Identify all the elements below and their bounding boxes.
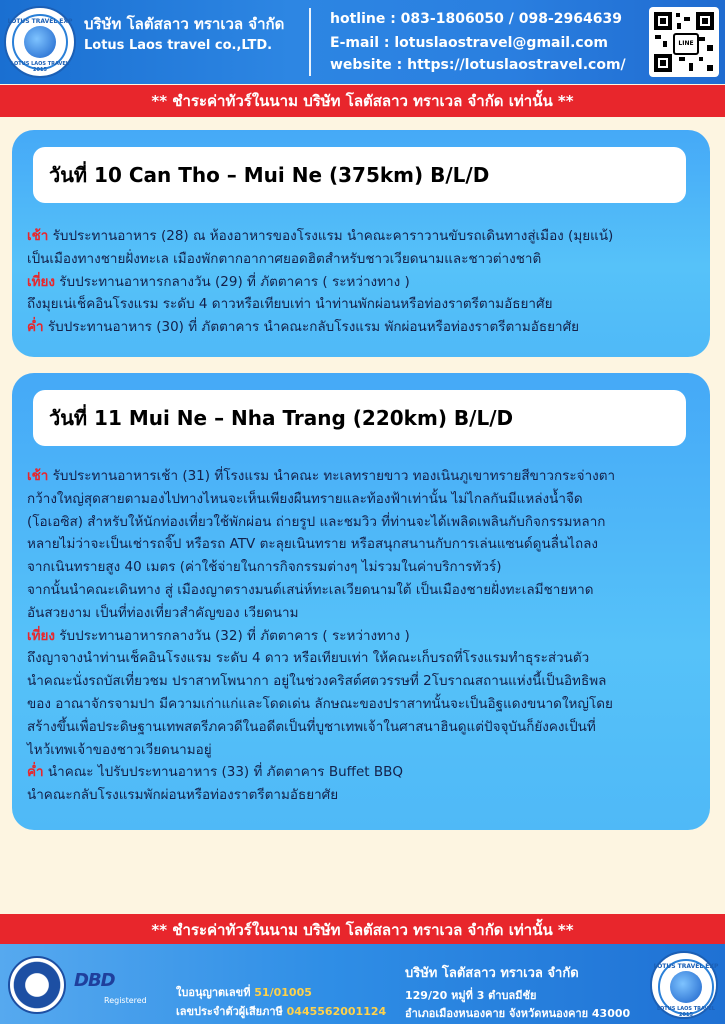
line-qr-code-icon[interactable] bbox=[649, 7, 719, 77]
company-logo bbox=[4, 6, 76, 78]
footer bbox=[0, 944, 725, 1024]
tat-license-logo bbox=[8, 956, 66, 1014]
day10-title: วันที่ 10 Can Tho – Mui Ne (375km) B/L/D bbox=[33, 147, 686, 203]
meal-time-label: เที่ยง bbox=[27, 273, 56, 290]
itinerary-text: นำคณะ ไปรับประทานอาหาร (33) ที่ ภัตตาคาร Buffet BBQ bbox=[43, 764, 404, 781]
website-link[interactable]: website : https://lotuslaostravel.com/ bbox=[330, 57, 626, 73]
itinerary-line bbox=[27, 625, 707, 648]
itinerary-line bbox=[27, 761, 707, 784]
itinerary-text: รับประทานอาหารเช้า (31) ที่โรงแรม นำคณะ ทะเลทรายขาว ทองเนินภูเขาทรายสีขาวกระจ่างตา bbox=[48, 468, 616, 484]
itinerary-text: (โอเอซิส) สำหรับให้นักท่องเที่ยวใช้พักผ่อน ถ่ายรูป และชมวิว ที่ท่านจะได้เพลิดเพลินกับกิจกรรมหลาก bbox=[27, 513, 606, 530]
itinerary-line bbox=[27, 602, 707, 625]
itinerary-text: สร้างขึ้นเพื่อประดิษฐานเทพสตรีภควดีในอดีตเป็นที่บูชาเทพเจ้าในศาสนาฮินดูแต่ปัจจุบันก็ยังคงเป็นที่ bbox=[27, 718, 596, 735]
itinerary-line bbox=[27, 488, 707, 511]
itinerary-text: ถึงมุยเน่เช็คอินโรงแรม ระดับ 4 ดาวหรือเทียบเท่า นำท่านพักผ่อนหรือท่องราตรีตามอัธยาศัย bbox=[27, 296, 553, 313]
meal-time-label: ค่ำ bbox=[27, 319, 44, 336]
itinerary-text: อันสวยงาม เป็นที่ท่องเที่ยวสำคัญของ เวียดนาม bbox=[27, 604, 299, 621]
itinerary-line bbox=[27, 693, 707, 716]
company-name-english: Lotus Laos travel co.,LTD. bbox=[84, 38, 273, 53]
itinerary-line bbox=[27, 579, 707, 602]
itinerary-line bbox=[27, 784, 707, 807]
itinerary-text: หลายไม่ว่าจะเป็นเช่ารถจิ๊ป หรือรถ ATV ตะลุยเนินทราย หรือสนุกสนานกับการเล่นแซนด์ดูนลื่นไถลง bbox=[27, 536, 599, 553]
day11-card bbox=[12, 373, 710, 830]
itinerary-text: ถึงญาจางนำท่านเช็คอินโรงแรม ระดับ 4 ดาว หรือเทียบเท่า ให้คณะเก็บรถที่โรงแรมทำธุระส่วนตัว bbox=[27, 650, 590, 667]
itinerary-text: รับประทานอาหารกลางวัน (32) ที่ ภัตตาคาร ( ระหว่างทาง ) bbox=[55, 627, 410, 644]
email-text: E-mail : lotuslaostravel@gmail.com bbox=[330, 35, 608, 51]
tax-id: เลขประจำตัวผู้เสียภาษี 0445562001124 bbox=[176, 1005, 387, 1018]
dbd-registered-text: Registered bbox=[104, 996, 147, 1005]
meal-time-label: ค่ำ bbox=[27, 764, 44, 781]
itinerary-text: รับประทานอาหารกลางวัน (29) ที่ ภัตตาคาร ( ระหว่างทาง ) bbox=[55, 273, 410, 290]
itinerary-line bbox=[27, 556, 707, 579]
itinerary-text: นำคณะนั่งรถบัสเที่ยวชม ปราสาทโพนากา อยู่ในช่วงคริสต์ศตวรรษที่ 2โบราณสถานแห่งนี้เป็นอิทธิพล bbox=[27, 673, 607, 690]
footer-address-line2: อำเภอเมืองหนองคาย จังหวัดหนองคาย 43000 bbox=[405, 1007, 631, 1020]
meal-time-label: เช้า bbox=[27, 228, 49, 244]
logo-top-text: LOTUS TRAVEL EXP bbox=[7, 18, 73, 25]
logo-bottom-text: LOTUS LAOS TRAVEL 2015 bbox=[11, 61, 69, 73]
header-divider bbox=[309, 8, 311, 76]
itinerary-line bbox=[27, 511, 707, 534]
itinerary-line bbox=[27, 647, 707, 670]
itinerary-line bbox=[27, 716, 707, 739]
header bbox=[0, 0, 725, 84]
itinerary-text: จากเนินทรายสูง 40 เมตร (ค่าใช้จ่ายในการกิจกรรมต่างๆ ไม่รวมในค่าบริการทัวร์) bbox=[27, 559, 502, 576]
itinerary-text: จากนั้นนำคณะเดินทาง สู่ เมืองญาตรางมนต์เสน่ห์ทะเลเวียดนามใต้ เป็นเมืองชายฝั่งทะเลมีชายหาด bbox=[27, 581, 594, 598]
dbd-logo: DBD bbox=[74, 970, 115, 991]
footer-address-line1: 129/20 หมู่ที่ 3 ตำบลมีชัย bbox=[405, 989, 537, 1002]
itinerary-line bbox=[27, 670, 707, 693]
itinerary-text: ไหว้เทพเจ้าของชาวเวียดนามอยู่ bbox=[27, 741, 212, 758]
company-name-thai: บริษัท โลตัสลาว ทราเวล จำกัด bbox=[84, 15, 285, 33]
day11-description bbox=[27, 465, 707, 807]
meal-time-label: เช้า bbox=[27, 468, 49, 484]
itinerary-text: รับประทานอาหาร (28) ณ ห้องอาหารของโรงแรม นำคณะคาราวานขับรถเดินทางสู่เมือง (มุยแน้) bbox=[48, 228, 614, 244]
itinerary-line bbox=[27, 465, 707, 488]
itinerary-line bbox=[27, 316, 707, 339]
meal-time-label: เที่ยง bbox=[27, 627, 56, 644]
itinerary-text: กว้างใหญ่สุดสายตามองไปทางไหนจะเห็นเพียงผืนทรายและท้องฟ้าเท่านั้น ไม่ไกลกันมีแหล่งน้ำจืด bbox=[27, 490, 583, 507]
hotline-text: hotline : 083-1806050 / 098-2964639 bbox=[330, 11, 622, 27]
payment-banner-bottom: ** ชำระค่าทัวร์ในนาม บริษัท โลตัสลาว ทราเวล จำกัด เท่านั้น ** bbox=[0, 914, 725, 946]
payment-banner-top: ** ชำระค่าทัวร์ในนาม บริษัท โลตัสลาว ทราเวล จำกัด เท่านั้น ** bbox=[0, 85, 725, 117]
itinerary-line bbox=[27, 225, 707, 248]
line-badge: LINE bbox=[673, 33, 699, 55]
itinerary-line bbox=[27, 739, 707, 762]
itinerary-text: นำคณะกลับโรงแรมพักผ่อนหรือท่องราตรีตามอัธยาศัย bbox=[27, 787, 339, 804]
day10-card bbox=[12, 130, 710, 357]
itinerary-line bbox=[27, 271, 707, 294]
footer-company-logo: LOTUS TRAVEL EXP LOTUS LAOS TRAVEL 2015 bbox=[650, 951, 718, 1019]
footer-company-name: บริษัท โลตัสลาว ทราเวล จำกัด bbox=[405, 966, 579, 981]
day11-title: วันที่ 11 Mui Ne – Nha Trang (220km) B/L/D bbox=[33, 390, 686, 446]
itinerary-line bbox=[27, 248, 707, 271]
itinerary-text: ของ อาณาจักรจามปา มีความเก่าแก่และโดดเด่น ลักษณะของปราสาทนั้นจะเป็นอิฐแดงขนาดใหญ่โดย bbox=[27, 695, 613, 712]
license-number: ใบอนุญาตเลขที่ 51/01005 bbox=[176, 986, 312, 999]
itinerary-text: เป็นเมืองทางชายฝั่งทะเล เมืองพักตากอากาศยอดฮิตสำหรับชาวเวียดนามและชาวต่างชาติ bbox=[27, 250, 542, 267]
itinerary-line bbox=[27, 293, 707, 316]
day10-description bbox=[27, 225, 707, 339]
itinerary-line bbox=[27, 533, 707, 556]
itinerary-text: รับประทานอาหาร (30) ที่ ภัตตาคาร นำคณะกลับโรงแรม พักผ่อนหรือท่องราตรีตามอัธยาศัย bbox=[43, 319, 580, 336]
